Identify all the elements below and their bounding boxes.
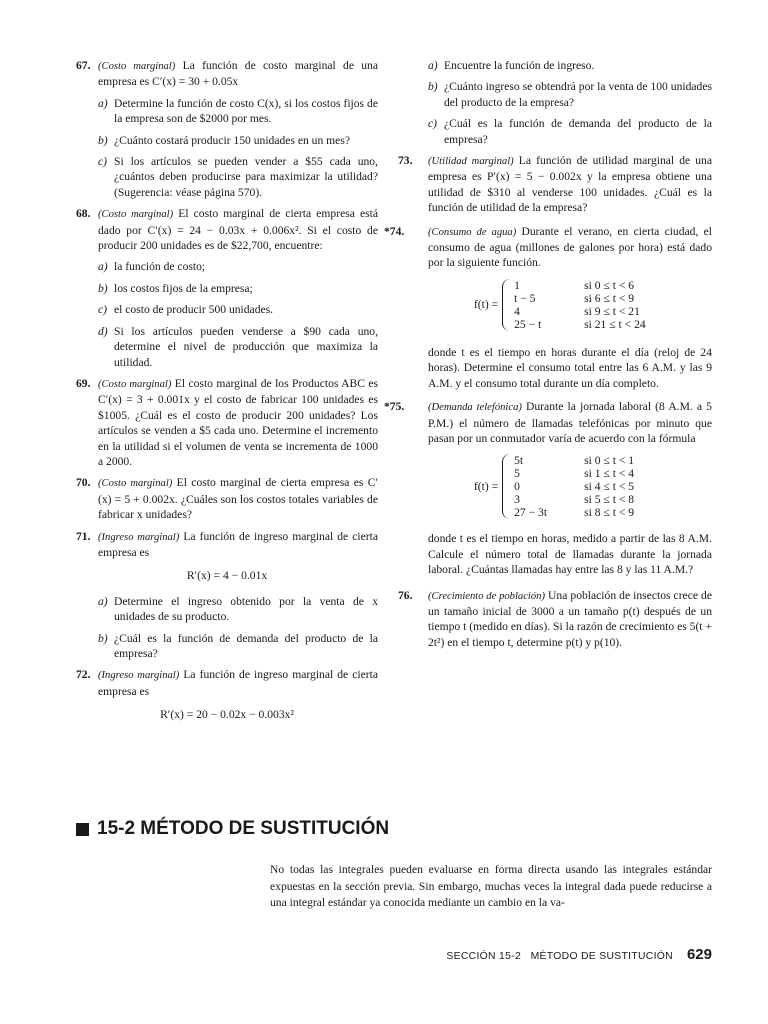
page-footer <box>446 946 712 963</box>
problem-number: *74. <box>384 224 405 238</box>
page-number: 629 <box>686 946 712 963</box>
piecewise-function-74 <box>406 279 712 331</box>
right-column <box>384 58 712 653</box>
function-lhs: f(t) = <box>473 298 499 312</box>
problem-68-item-b: b) los costos fijos de la empresa; <box>98 281 253 295</box>
left-brace <box>502 279 511 331</box>
section-title: 15-2 MÉTODO DE SUSTITUCIÓN <box>97 818 390 839</box>
problem-text: Durante la jornada laboral (8 A.M. a 5 P.M.) el número de llamadas telefónicas por minuto que pasan por un conmutador varía de acuerdo con la fórmula <box>428 400 712 445</box>
problem-73 <box>398 153 712 216</box>
piece-row: 5 si 1 ≤ t < 4 <box>514 467 635 481</box>
problem-72 <box>76 667 378 699</box>
problem-text: Durante el verano, en cierta ciudad, el consumo de agua (millones de galones por hora) está dado por la siguiente función. <box>428 224 712 270</box>
problem-number: 73. <box>398 154 413 168</box>
problem-72-item-b: b) ¿Cuánto ingreso se obtendrá por la venta de 100 unidades del producto de la empresa? <box>428 80 712 109</box>
problem-69 <box>76 376 378 469</box>
piece-row: 27 − 3t si 8 ≤ t < 9 <box>514 506 635 520</box>
problem-number: 68. <box>76 207 91 221</box>
problem-text: La función de costo marginal de una empresa es C′(x) = 30 + 0.05x <box>98 59 378 89</box>
problem-tag: (Ingreso marginal) <box>98 531 180 543</box>
problem-tag: (Utilidad marginal) <box>428 156 514 168</box>
piece-row: 5t si 0 ≤ t < 1 <box>514 454 635 468</box>
function-lhs: f(t) = <box>473 480 499 494</box>
piecewise-function-75 <box>406 454 712 519</box>
problem-67-item-b: b) ¿Cuánto costará producir 150 unidades en un mes? <box>98 133 350 147</box>
problem-text: El costo marginal de los Productos ABC es C′(x) = 3 + 0.001x y el costo de fabricar 100 unidades es $1005. ¿Cuál es el costo de producir 200 unidades? Los artículos se venden a $5 cada uno. Determine el incremento en la utilidad si el volumen de venta se incrementa de 1000 a 2000. <box>98 376 379 468</box>
piece-row: 4 si 9 ≤ t < 21 <box>514 304 640 318</box>
problem-tag: (Costo marginal) <box>98 61 176 72</box>
problem-70 <box>76 475 378 522</box>
problem-number: 71. <box>76 529 91 543</box>
problem-tag: (Costo marginal) <box>98 478 173 490</box>
problem-number: 76. <box>398 588 413 602</box>
problem-tag: (Demanda telefónica) <box>428 402 522 414</box>
problem-tag: (Ingreso marginal) <box>98 670 180 682</box>
problem-75-continuation: donde t es el tiempo en horas, medido a partir de las 8 A.M. Calcule el número total de llamadas durante la jornada laboral. ¿Cuántas llamadas hay entre las 8 y las 11 A.M.? <box>428 532 712 577</box>
problem-tag: (Costo marginal) <box>98 378 172 390</box>
problem-text: La función de utilidad marginal de una empresa es P′(x) = 5 − 0.002x y la empresa obtiene una utilidad de $310 al venderse 100 unidades. ¿Cuál es la función de utilidad de la empresa? <box>428 154 712 215</box>
problem-number: 70. <box>76 476 91 490</box>
problem-number: 69. <box>76 376 91 390</box>
problem-text: El costo marginal de cierta empresa está dado por C′(x) = 24 − 0.03x + 0.006x². Si el costo de producir 200 unidades es de $22,700, encuentre: <box>98 207 379 253</box>
piece-row: 0 si 4 ≤ t < 5 <box>514 480 635 494</box>
problem-68-item-a: a) la función de costo; <box>98 260 206 274</box>
problem-text: La función de ingreso marginal de cierta empresa es <box>98 529 378 559</box>
problem-68-item-d: d) Si los artículos pueden venderse a $90 cada uno, determine el nivel de producción que maximiza la utilidad. <box>98 324 378 369</box>
square-bullet-icon <box>76 823 89 836</box>
problem-text: El costo marginal de cierta empresa es C′(x) = 5 + 0.002x. ¿Cuáles son los costos totales variables de fabricar x unidades? <box>98 476 379 522</box>
section-heading <box>76 818 389 840</box>
problem-72-item-a: a) Encuentre la función de ingreso. <box>428 59 595 72</box>
problem-number: 72. <box>76 668 91 682</box>
problem-71-item-b: b) ¿Cuál es la función de demanda del producto de la empresa? <box>98 631 378 660</box>
problem-74-continuation: donde t es el tiempo en horas durante el día (reloj de 24 horas). Determine el consumo total entre las 6 A.M. y las 9 A.M. y el consumo total durante un día completo. <box>428 345 712 390</box>
problem-tag: (Consumo de agua) <box>428 226 517 238</box>
problem-number: 67. <box>76 59 91 72</box>
problem-75 <box>384 399 712 446</box>
formula-revenue-72: R′(x) = 20 − 0.02x − 0.003x² <box>160 708 294 722</box>
left-column <box>76 58 378 733</box>
piece-row: 25 − t si 21 ≤ t < 24 <box>514 317 646 331</box>
problem-71-item-a: a) Determine el ingreso obtenido por la venta de x unidades de su producto. <box>98 594 378 624</box>
problem-68-item-c: c) el costo de producir 500 unidades. <box>98 303 274 317</box>
section-intro-paragraph: No todas las integrales pueden evaluarse en forma directa usando las integrales estándar expuestas en la sección previa. Sin embargo, muchas veces la integral dada puede reducirse a una integral estándar ya conocida mediante un cambio en la va- <box>270 863 712 909</box>
piece-row: 3 si 5 ≤ t < 8 <box>514 493 635 507</box>
problem-67-item-a: a) Determine la función de costo C(x), si los costos fijos de la empresa son de $2000 por mes. <box>98 96 378 126</box>
problem-71 <box>76 529 378 561</box>
problem-67-item-c: c) Si los artículos se pueden vender a $55 cada uno, ¿cuántos deben producirse para maximizar la utilidad? (Sugerencia: véase página 570). <box>98 155 378 199</box>
piece-row: 1 si 0 ≤ t < 6 <box>514 278 635 292</box>
problem-tag: (Costo marginal) <box>98 209 174 221</box>
problem-68 <box>76 206 378 253</box>
problem-number: *75. <box>384 400 405 414</box>
left-brace <box>502 454 511 519</box>
footer-section-label: SECCIÓN 15-2 MÉTODO DE SUSTITUCIÓN <box>446 951 673 962</box>
problem-76 <box>398 588 712 651</box>
problem-text: Una población de insectos crece de un tamaño inicial de 3000 a un tamaño p(t) después de un tiempo t (medido en días). Si la razón de crecimiento es 5(t + 2t²) en el tiempo t, determine p(t) y p(10). <box>428 588 712 649</box>
problem-67 <box>76 58 378 90</box>
formula-revenue-71: R′(x) = 4 − 0.01x <box>186 569 268 583</box>
problem-text: La función de ingreso marginal de cierta empresa es <box>98 668 378 698</box>
problem-74 <box>384 224 712 271</box>
problem-tag: (Crecimiento de población) <box>428 590 545 602</box>
piece-row: t − 5 si 6 ≤ t < 9 <box>514 291 635 305</box>
problem-72-item-c: c) ¿Cuál es la función de demanda del producto de la empresa? <box>428 117 712 146</box>
